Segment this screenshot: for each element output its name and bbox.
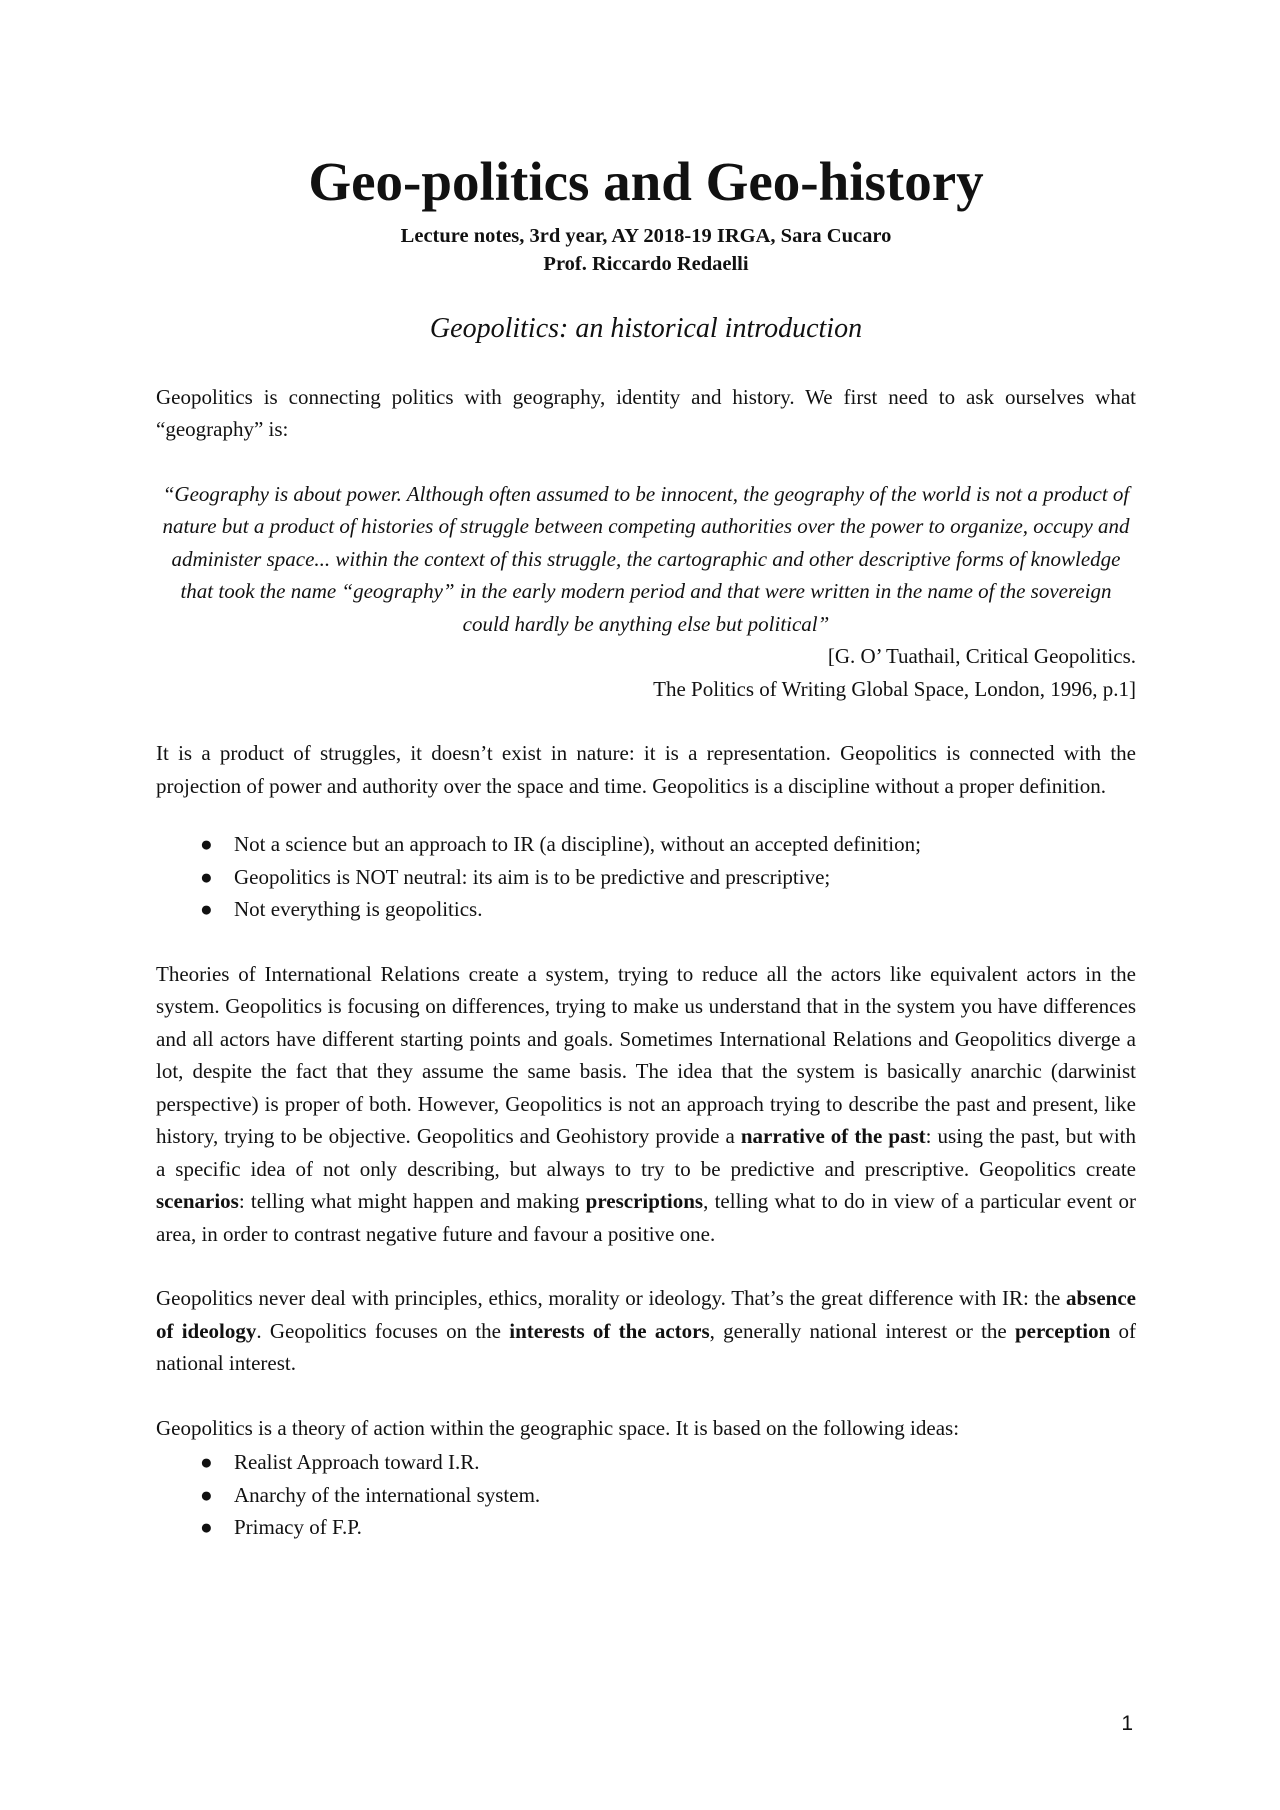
bullet-icon: ● bbox=[200, 897, 213, 922]
bullet-icon: ● bbox=[200, 1450, 213, 1475]
subtitle-professor: Prof. Riccardo Redaelli bbox=[543, 252, 749, 275]
bullet-icon: ● bbox=[200, 864, 213, 889]
block-quote: “Geography is about power. Although often assumed to be innocent, the geography of the world is not a product of nature but a product of histories of struggle between competing authorities over the power to organize, occupy and administer space... within the context of this struggle, the cartographic and other descriptive forms of knowledge that took the name “geography” in the early modern period and that were written in the name of the sovereign could hardly be anything else but political” bbox=[162, 481, 1130, 636]
section-title: Geopolitics: an historical introduction bbox=[429, 312, 863, 344]
bullet-list-characteristics bbox=[156, 828, 1136, 926]
bold-term: scenarios bbox=[156, 1189, 239, 1214]
subtitle-course: Lecture notes, 3rd year, AY 2018-19 IRGA, Sara Cucaro bbox=[400, 225, 892, 248]
document-title: Geo-politics and Geo-history bbox=[308, 151, 984, 212]
citation-line-1: [G. O’ Tuathail, Critical Geopolitics. bbox=[827, 644, 1136, 669]
citation-line-2: The Politics of Writing Global Space, London, 1996, p.1] bbox=[653, 676, 1136, 701]
bullet-icon: ● bbox=[200, 832, 213, 857]
page-number: 1 bbox=[1121, 1712, 1133, 1735]
bold-term: perception bbox=[1014, 1318, 1111, 1343]
bullet-icon: ● bbox=[200, 1515, 213, 1540]
list-item: ● Primacy of F.P. bbox=[200, 1511, 1136, 1544]
ideology-paragraph: Geopolitics never deal with principles, ethics, morality or ideology. That’s the great difference with IR: the absence of ideology. Geopolitics focuses on the interests of the actors, generally national interest or the perception of national interest. bbox=[156, 1286, 1136, 1376]
quote-citation bbox=[156, 640, 1136, 705]
intro-paragraph: Geopolitics is connecting politics with geography, identity and history. We first need to ask ourselves what “geography” is: bbox=[156, 384, 1136, 442]
bold-term: prescriptions bbox=[585, 1189, 704, 1214]
struggles-paragraph: It is a product of struggles, it doesn’t exist in nature: it is a representation. Geopolitics is connected with the projection of power and authority over the space and time. Geopolitics is a discipline without a proper definition. bbox=[156, 741, 1136, 798]
bold-term: narrative of the past bbox=[740, 1124, 926, 1149]
list-item: ● Not a science but an approach to IR (a discipline), without an accepted definition; bbox=[200, 828, 1136, 861]
theories-paragraph: Theories of International Relations create a system, trying to reduce all the actors like equivalent actors in the system. Geopolitics is focusing on differences, trying to make us understand that in the system you have differences and all actors have different starting points and goals. Sometimes International Relations and Geopolitics diverge a lot, despite the fact that they assume the same basis. The idea that the system is basically anarchic (darwinist perspective) is proper of both. However, Geopolitics is not an approach trying to describe the past and present, like history, trying to be objective. Geopolitics and Geohistory provide a narrative of the past: using the past, but with a specific idea of not only describing, but always to try to be predictive and prescriptive. Geopolitics create scenarios: telling what might happen and making prescriptions, telling what to do in view of a particular event or area, in order to contrast negative future and favour a positive one. bbox=[156, 961, 1136, 1246]
list-item: ● Not everything is geopolitics. bbox=[200, 893, 1136, 926]
bold-term: interests of the actors bbox=[509, 1318, 710, 1343]
page-content bbox=[156, 150, 1136, 1576]
action-paragraph: Geopolitics is a theory of action within the geographic space. It is based on the following ideas: bbox=[156, 1415, 960, 1440]
list-item: ● Anarchy of the international system. bbox=[200, 1479, 1136, 1512]
bullet-icon: ● bbox=[200, 1482, 213, 1507]
list-item: ● Realist Approach toward I.R. bbox=[200, 1446, 1136, 1479]
bold-term: absence of ideology bbox=[156, 1286, 1136, 1343]
bullet-list-ideas bbox=[156, 1446, 1136, 1544]
list-item: ● Geopolitics is NOT neutral: its aim is to be predictive and prescriptive; bbox=[200, 861, 1136, 894]
